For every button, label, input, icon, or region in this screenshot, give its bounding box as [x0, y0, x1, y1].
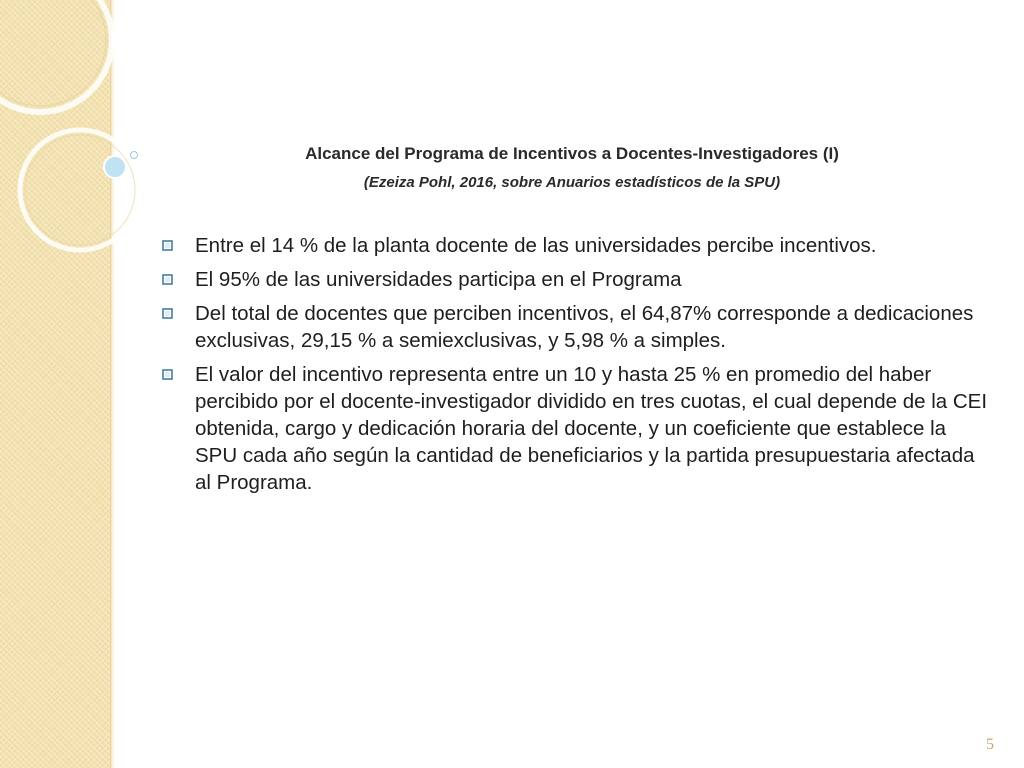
bullet-item: [160, 232, 990, 259]
bullet-item: [160, 361, 990, 496]
slide-title: Alcance del Programa de Incentivos a Docentes-Investigadores (I): [305, 144, 839, 163]
hollow-square-icon: [162, 240, 173, 251]
hollow-square-icon: [162, 308, 173, 319]
hollow-square-icon: [162, 274, 173, 285]
bullet-item: [160, 300, 990, 354]
bullet-text: Del total de docentes que perciben incentivos, el 64,87% corresponde a dedicaciones exclusivas, 29,15 % a semiexclusivas, y 5,98 % a simples.: [195, 302, 974, 352]
bullet-text: El valor del incentivo representa entre un 10 y hasta 25 % en promedio del haber percibido por el docente-investigador dividido en tres cuotas, el cual depende de la CEI obtenida, cargo y dedicación horaria del docente, y un coeficiente que establece la SPU cada año según la cantidad de beneficiarios y la partida presupuestaria afectada al Programa.: [195, 363, 988, 494]
page-number: 5: [986, 736, 994, 753]
slide-subtitle: (Ezeiza Pohl, 2016, sobre Anuarios estadísticos de la SPU): [363, 174, 781, 191]
middle-ring-inner-decoration: [25, 135, 135, 245]
top-ring-decoration: [0, 0, 112, 112]
title-block: [120, 144, 1024, 191]
bullet-list: [160, 232, 990, 503]
bullet-text: El 95% de las universidades participa en el Programa: [195, 268, 682, 291]
hollow-square-icon: [162, 369, 173, 380]
bullet-item: [160, 266, 990, 293]
bullet-text: Entre el 14 % de la planta docente de las universidades percibe incentivos.: [195, 234, 877, 257]
